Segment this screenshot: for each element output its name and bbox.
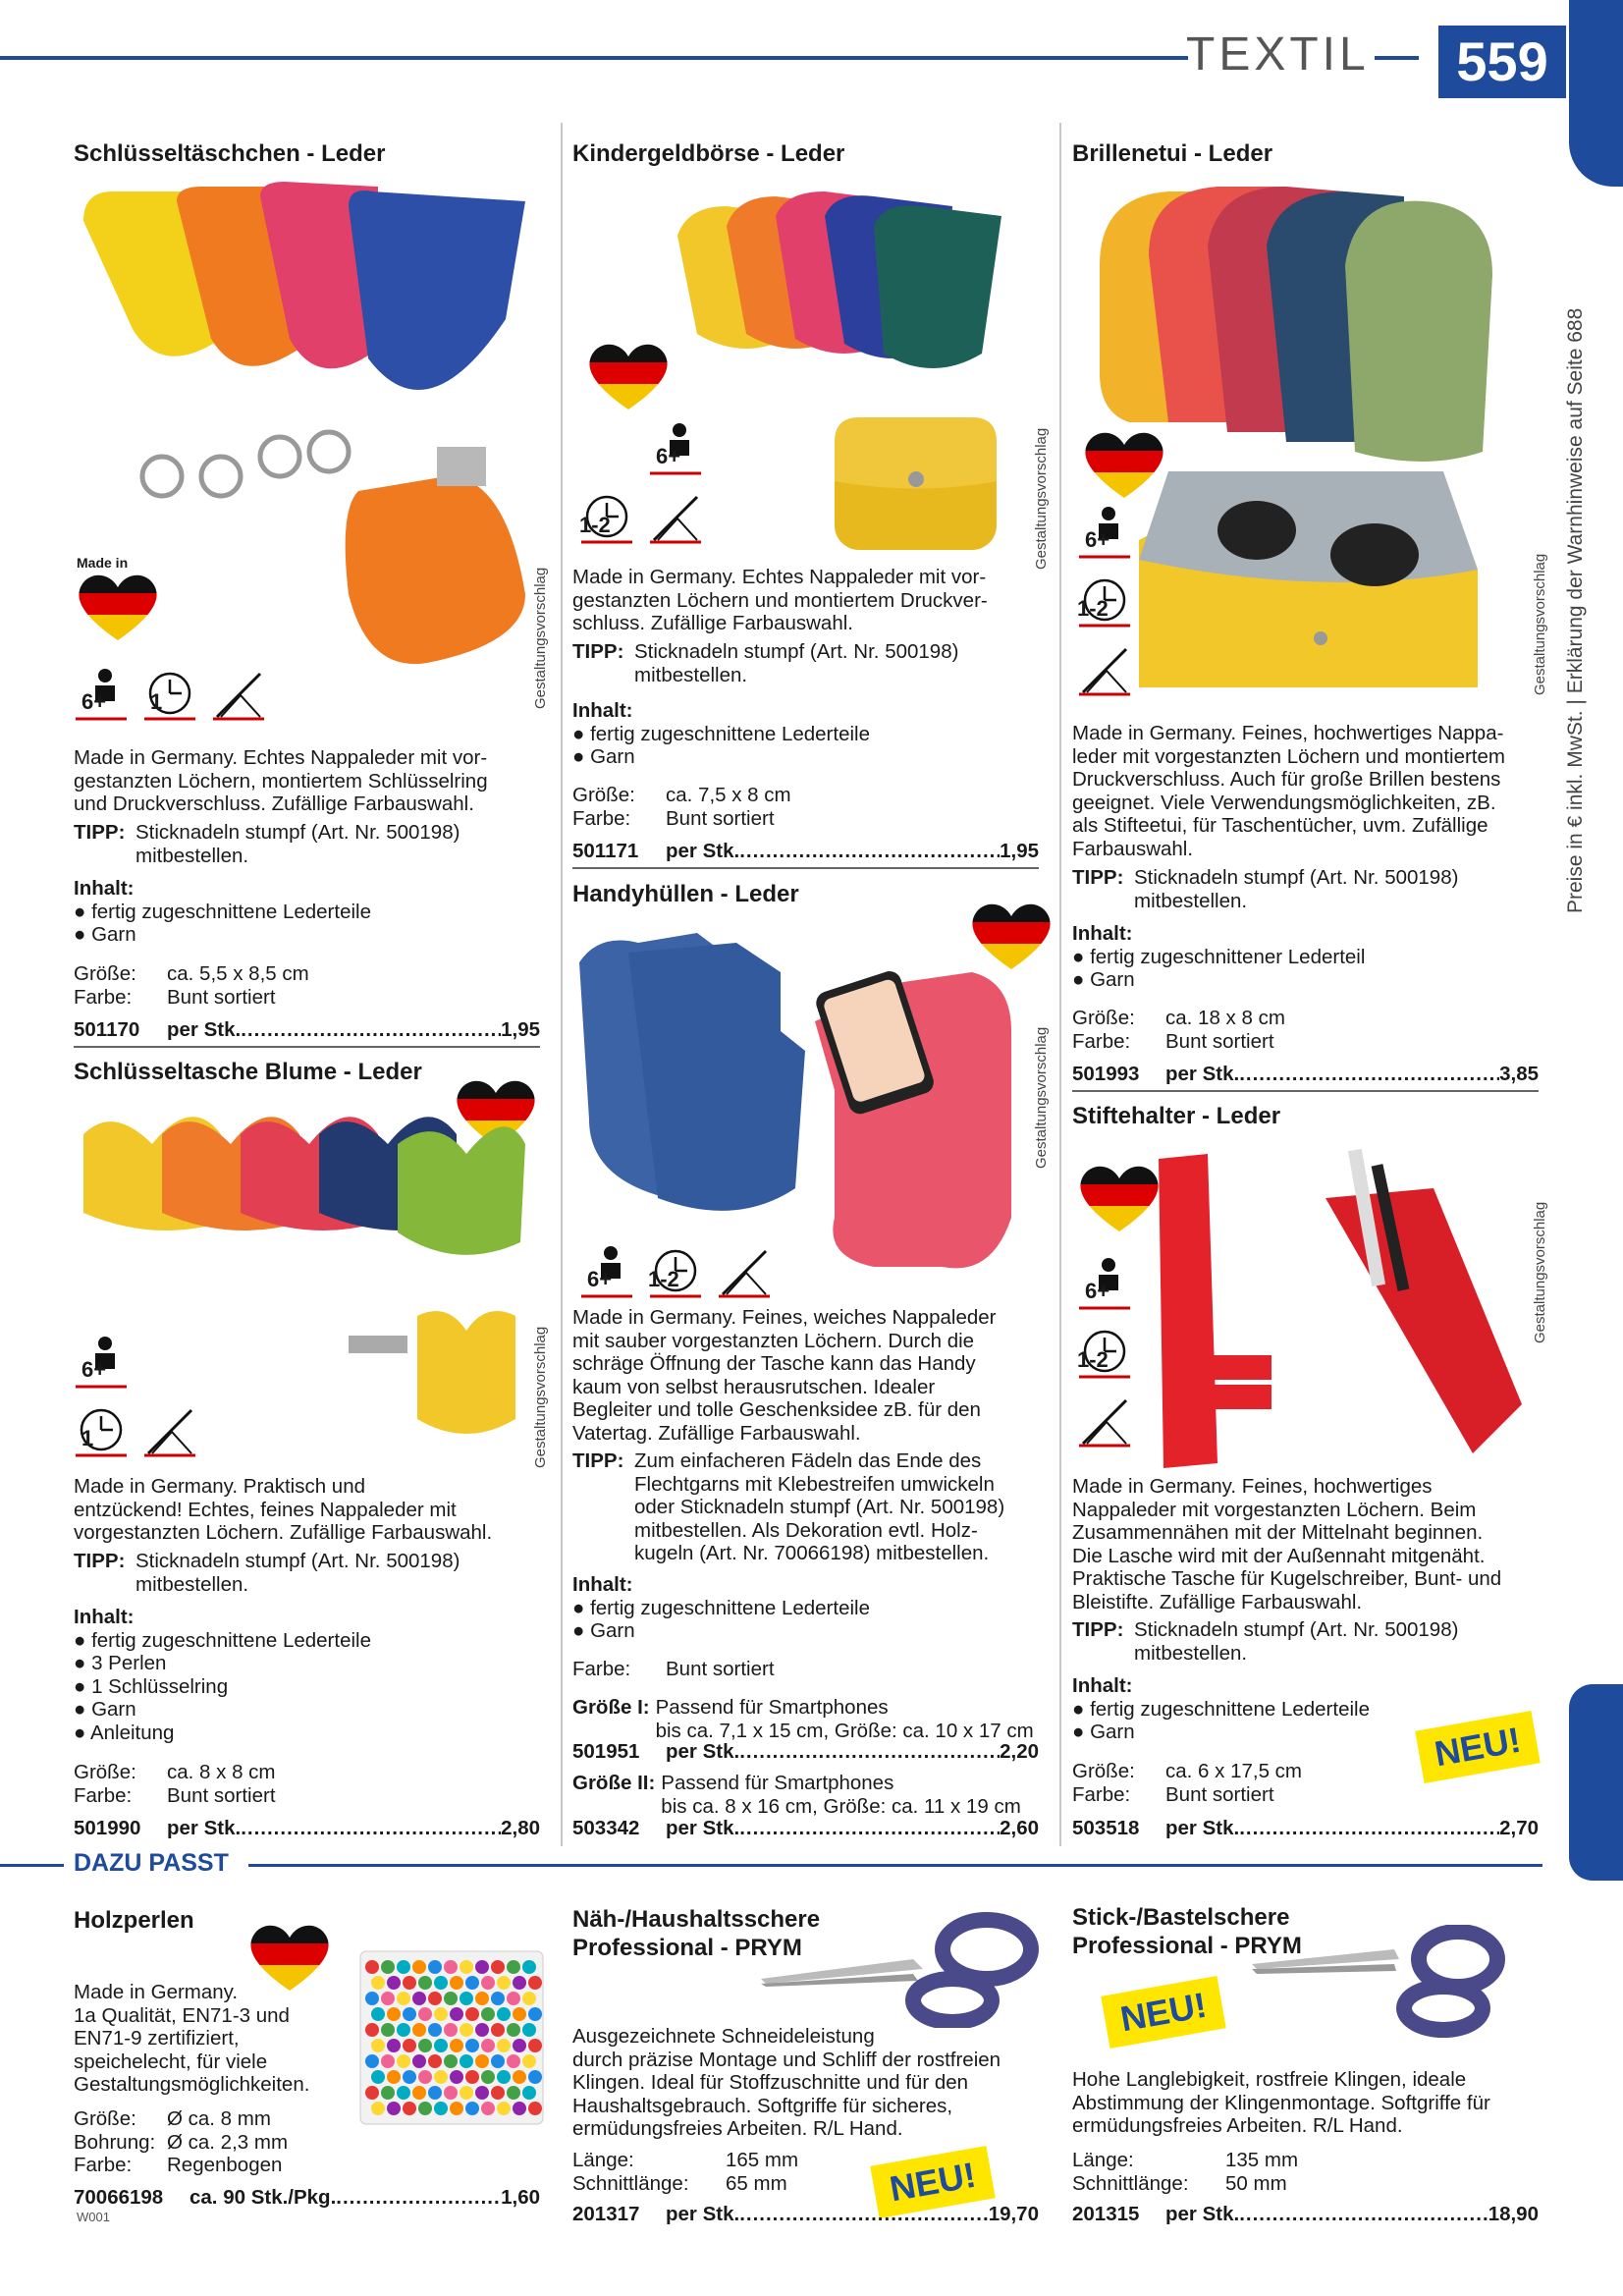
specs-block: Größe: Ø ca. 8 mm Bohrung: Ø ca. 2,3 mm Farbe: Regenbogen xyxy=(74,2107,289,2176)
product-description: Made in Germany. Praktisch und entzückend! Echtes, feines Nappaleder mit vorgestanzten Löchern. Zufällige Farbauswahl. xyxy=(74,1475,493,1544)
product-title: Stiftehalter - Leder xyxy=(1072,1103,1281,1129)
bead xyxy=(371,2039,385,2052)
bead xyxy=(412,2054,426,2068)
needle-icon xyxy=(1077,643,1132,698)
bead xyxy=(507,2023,520,2037)
product-image-holzperlen xyxy=(358,1949,545,2126)
specs-block: Größe: ca. 7,5 x 8 cm Farbe: Bunt sortiert xyxy=(572,784,791,830)
bead xyxy=(465,2102,479,2115)
bead xyxy=(403,2070,416,2084)
bead xyxy=(522,2086,536,2100)
price-row: 501171 per Stk. ..... 1,95 xyxy=(572,840,1039,863)
level-badge: 1-2 xyxy=(1077,1326,1132,1381)
product-title: Schlüsseltäschchen - Leder xyxy=(74,140,386,167)
bead xyxy=(450,2070,463,2084)
bead xyxy=(444,1960,458,1974)
level-badge: 1-2 xyxy=(579,491,634,546)
badge-column xyxy=(74,1336,129,1391)
bead xyxy=(428,1992,442,2005)
level-badge: 1-2 xyxy=(1077,574,1132,629)
bead xyxy=(387,2007,401,2021)
product-description: Made in Germany. Feines, weiches Nappaleder mit sauber vorgestanzten Löchern. Durch die schräge Öffnung der Tasche kann das Handy kaum von selbst herausrutschen. Idealer Begleiter und tolle Geschenksidee zB. für den Vatertag. Zufällige Farbauswahl. xyxy=(572,1306,997,1445)
column-divider xyxy=(1059,123,1061,1846)
specs-block: Farbe: Bunt sortiert xyxy=(572,1658,775,1680)
bead xyxy=(403,2102,416,2115)
bead xyxy=(412,2086,426,2100)
bead xyxy=(460,2054,473,2068)
bead xyxy=(371,2007,385,2021)
bead xyxy=(444,2054,458,2068)
bead xyxy=(528,2102,542,2115)
bead xyxy=(491,1992,505,2005)
product-image-stickschere xyxy=(1247,1925,1512,2043)
bead xyxy=(513,2102,526,2115)
specs-block: Größe: ca. 18 x 8 cm Farbe: Bunt sortiert xyxy=(1072,1007,1285,1053)
bead xyxy=(465,2007,479,2021)
bead xyxy=(465,2039,479,2052)
needle-icon xyxy=(717,1245,772,1300)
bead xyxy=(450,2039,463,2052)
bead xyxy=(418,2007,432,2021)
badge-column xyxy=(579,422,703,546)
specs-block: Größe: ca. 5,5 x 8,5 cm Farbe: Bunt sortiert xyxy=(74,962,309,1009)
bead xyxy=(365,1960,379,1974)
product-title: Handyhüllen - Leder xyxy=(572,881,799,907)
bead xyxy=(481,2070,495,2084)
specs-block: Größe: ca. 6 x 17,5 cm Farbe: Bunt sortiert xyxy=(1072,1760,1303,1806)
product-title: Holzperlen xyxy=(74,1907,194,1934)
bead xyxy=(460,2023,473,2037)
section-title: TEXTIL xyxy=(1186,28,1370,81)
product-title: Stick-/Bastelschere Professional - PRYM xyxy=(1072,1904,1302,1959)
bead xyxy=(450,2102,463,2115)
bead xyxy=(397,1992,410,2005)
bead xyxy=(434,2039,448,2052)
separator xyxy=(572,867,1039,869)
design-note: Gestaltungsvorschlag xyxy=(1033,1026,1050,1169)
age-badge: 6+ xyxy=(74,1336,129,1391)
product-image-kindergeldboerse xyxy=(668,187,1011,412)
bead xyxy=(381,1992,395,2005)
bead xyxy=(481,1976,495,1990)
bead xyxy=(465,1976,479,1990)
page-tab xyxy=(1569,0,1623,187)
product-title: Näh-/Haushaltsschere Professional - PRYM xyxy=(572,1906,821,1961)
bead xyxy=(465,2070,479,2084)
design-note: Gestaltungsvorschlag xyxy=(532,567,549,709)
bead xyxy=(387,2039,401,2052)
bead xyxy=(434,1976,448,1990)
bead xyxy=(491,2086,505,2100)
badge-row xyxy=(74,1404,197,1459)
made-in-label: Made in xyxy=(77,555,129,571)
bead xyxy=(403,2039,416,2052)
level-badge: 1-2 xyxy=(648,1245,703,1300)
neu-badge: NEU! xyxy=(1415,1711,1541,1783)
bead xyxy=(365,2054,379,2068)
catalog-code: W001 xyxy=(77,2210,110,2224)
bead xyxy=(497,2007,511,2021)
bead xyxy=(381,2086,395,2100)
bead xyxy=(481,2102,495,2115)
bead xyxy=(381,1960,395,1974)
neu-badge: NEU! xyxy=(1101,1976,1226,2049)
tipp-block: TIPP: Sticknadeln stumpf (Art. Nr. 500198) mitbestellen. xyxy=(1072,866,1459,912)
product-title: Brillenetui - Leder xyxy=(1072,140,1273,167)
badge-row xyxy=(579,1245,772,1300)
bead xyxy=(434,2070,448,2084)
bead xyxy=(418,2102,432,2115)
page-number: 559 xyxy=(1438,26,1566,98)
bead xyxy=(497,1976,511,1990)
needle-icon xyxy=(142,1404,197,1459)
price-row: 503518 per Stk. ..... 2,70 xyxy=(1072,1817,1539,1840)
separator xyxy=(74,1046,540,1048)
badge-column xyxy=(1077,506,1132,698)
bead xyxy=(475,2086,489,2100)
specs-block: Größe: ca. 8 x 8 cm Farbe: Bunt sortiert xyxy=(74,1761,276,1807)
design-note: Gestaltungsvorschlag xyxy=(1033,427,1050,570)
size-block: Größe I: Passend für Smartphones bis ca. 7,1 x 15 cm, Größe: ca. 10 x 17 cm xyxy=(572,1696,1034,1742)
bead xyxy=(513,2039,526,2052)
price-row: 201317 per Stk. ..... 19,70 xyxy=(572,2203,1039,2226)
bead xyxy=(528,1976,542,1990)
bead xyxy=(522,1992,536,2005)
bead xyxy=(418,1976,432,1990)
made-in-germany-heart-icon xyxy=(584,329,673,417)
bead xyxy=(475,1992,489,2005)
bead xyxy=(365,2086,379,2100)
bead xyxy=(475,2023,489,2037)
badge-row xyxy=(74,668,266,723)
bead xyxy=(387,2070,401,2084)
product-image-stiftehalter xyxy=(1139,1139,1532,1473)
side-tab xyxy=(1569,1684,1623,1881)
bead xyxy=(497,2070,511,2084)
bead xyxy=(403,1976,416,1990)
bead xyxy=(371,1976,385,1990)
bead xyxy=(513,2070,526,2084)
bead xyxy=(365,2023,379,2037)
inhalt-block: Inhalt: ● fertig zugeschnittene Lederteile ● Garn xyxy=(572,1573,870,1642)
bead xyxy=(371,2102,385,2115)
product-title: Kindergeldbörse - Leder xyxy=(572,140,845,167)
bead xyxy=(522,1960,536,1974)
level-badge: 1 xyxy=(142,668,197,723)
dazu-rule-right xyxy=(248,1864,1542,1867)
inhalt-block: Inhalt: ● fertig zugeschnittener Lederteil ● Garn xyxy=(1072,922,1366,991)
product-description: Made in Germany. Feines, hochwertiges Nappaleder mit vorgestanzten Löchern. Beim Zusammennähen mit der Mittelnaht beginnen. Die Lasche wird mit der Außennaht mitgenäht. Praktische Tasche für Kugelschreiber, Bunt- und Bleistifte. Zufällige Farbauswahl. xyxy=(1072,1475,1502,1613)
bead xyxy=(444,1992,458,2005)
bead xyxy=(507,2054,520,2068)
bead xyxy=(460,1992,473,2005)
column-divider xyxy=(561,123,563,1846)
bead xyxy=(475,1960,489,1974)
age-badge: 6+ xyxy=(579,1245,634,1300)
bead xyxy=(418,2070,432,2084)
bead xyxy=(497,2039,511,2052)
price-row: 501170 per Stk. ..... 1,95 xyxy=(74,1018,540,1042)
specs-block: Länge: 165 mm Schnittlänge: 65 mm xyxy=(572,2149,799,2195)
price-row: 503342 per Stk. ..... 2,60 xyxy=(572,1817,1039,1840)
bead xyxy=(403,2007,416,2021)
badge-column xyxy=(1077,1257,1132,1449)
product-image-geldboerse-yellow xyxy=(830,412,1001,555)
bead xyxy=(460,2086,473,2100)
made-in-germany-heart-icon xyxy=(74,560,162,648)
tipp-block: TIPP: Sticknadeln stumpf (Art. Nr. 500198) mitbestellen. xyxy=(74,821,460,867)
bead xyxy=(513,2007,526,2021)
bead xyxy=(450,1976,463,1990)
bead xyxy=(412,1960,426,1974)
price-row: 501990 per Stk. ..... 2,80 xyxy=(74,1817,540,1840)
bead xyxy=(428,2086,442,2100)
needle-icon xyxy=(1077,1394,1132,1449)
bead xyxy=(397,2086,410,2100)
product-image-naehschere xyxy=(756,1910,1041,2028)
product-description: Made in Germany. Feines, hochwertiges Nappa- leder mit vorgestanzten Löchern und montiertem Druckverschluss. Auch für große Brillen bestens geeignet. Viele Verwendungsmöglichkeiten, zB. als Stifteetui, für Taschentücher, uvm. Zufällige Farbauswahl. xyxy=(1072,722,1505,860)
specs-block: Länge: 135 mm Schnittlänge: 50 mm xyxy=(1072,2149,1299,2195)
bead xyxy=(507,2086,520,2100)
bead xyxy=(387,2102,401,2115)
made-in-germany-heart-icon xyxy=(1080,417,1168,506)
tipp-block: TIPP: Sticknadeln stumpf (Art. Nr. 500198) mitbestellen. xyxy=(1072,1618,1459,1665)
inhalt-block: Inhalt: ● fertig zugeschnittene Lederteile ● 3 Perlen ● 1 Schlüsselring ● Garn ● Anleitung xyxy=(74,1606,371,1744)
header-rule xyxy=(0,56,1188,60)
header-rule-right xyxy=(1375,56,1419,60)
inhalt-block: Inhalt: ● fertig zugeschnittene Lederteile ● Garn xyxy=(1072,1674,1370,1743)
bead xyxy=(397,2054,410,2068)
bead xyxy=(428,1960,442,1974)
bead xyxy=(444,2086,458,2100)
bead xyxy=(481,2039,495,2052)
bead xyxy=(528,2007,542,2021)
bead xyxy=(507,1992,520,2005)
tipp-block: TIPP: Sticknadeln stumpf (Art. Nr. 500198) mitbestellen. xyxy=(572,640,959,686)
product-description: Ausgezeichnete Schneideleistung durch präzise Montage und Schliff der rostfreien Klingen. Ideal für Stoffzuschnitte und für den Haushaltsgebrauch. Softgriffe für sicheres, ermüdungsfreies Arbeiten. R/L Hand. xyxy=(572,2025,1001,2140)
bead xyxy=(387,1976,401,1990)
needle-icon xyxy=(648,491,703,546)
bead xyxy=(365,1992,379,2005)
inhalt-block: Inhalt: ● fertig zugeschnittene Lederteile ● Garn xyxy=(74,877,371,946)
bead xyxy=(528,2070,542,2084)
bead xyxy=(497,2102,511,2115)
bead xyxy=(475,2054,489,2068)
dazu-rule-left xyxy=(0,1864,64,1867)
price-row: 201315 per Stk. ..... 18,90 xyxy=(1072,2203,1539,2226)
age-badge: 6+ xyxy=(74,668,129,723)
bead xyxy=(491,1960,505,1974)
design-note: Gestaltungsvorschlag xyxy=(532,1326,549,1468)
bead xyxy=(428,2023,442,2037)
bead xyxy=(397,1960,410,1974)
bead xyxy=(412,2023,426,2037)
age-badge: 6+ xyxy=(1077,506,1132,561)
level-badge: 1 xyxy=(74,1404,129,1459)
bead xyxy=(522,2023,536,2037)
price-row: 501951 per Stk. ..... 2,20 xyxy=(572,1740,1039,1764)
product-title: Schlüsseltasche Blume - Leder xyxy=(74,1059,422,1085)
bead xyxy=(381,2054,395,2068)
product-description: Made in Germany. Echtes Nappaleder mit vor- gestanzten Löchern und montiertem Druckver- schluss. Zufällige Farbauswahl. xyxy=(572,566,988,634)
bead xyxy=(428,2054,442,2068)
inhalt-block: Inhalt: ● fertig zugeschnittene Lederteile ● Garn xyxy=(572,699,870,768)
product-description: Made in Germany. Echtes Nappaleder mit vor- gestanzten Löchern, montiertem Schlüsselring und Druckverschluss. Zufällige Farbauswahl. xyxy=(74,746,488,815)
product-description: Made in Germany. 1a Qualität, EN71-3 und EN71-9 zertifiziert, speichelecht, für viele Gestaltungsmöglichkeiten. xyxy=(74,1981,310,2096)
age-badge: 6+ xyxy=(648,422,703,477)
bead xyxy=(381,2023,395,2037)
bead xyxy=(412,1992,426,2005)
bead xyxy=(528,2039,542,2052)
bead xyxy=(397,2023,410,2037)
bead xyxy=(481,2007,495,2021)
product-image-handyhuellen xyxy=(569,923,1031,1277)
bead xyxy=(434,2007,448,2021)
age-badge: 6+ xyxy=(1077,1257,1132,1312)
bead xyxy=(434,2102,448,2115)
bead xyxy=(491,2023,505,2037)
bead xyxy=(460,1960,473,1974)
bead xyxy=(491,2054,505,2068)
bead xyxy=(418,2039,432,2052)
bead xyxy=(507,1960,520,1974)
separator xyxy=(1072,1090,1539,1092)
needle-icon xyxy=(211,668,266,723)
bead xyxy=(522,2054,536,2068)
neu-badge: NEU! xyxy=(870,2146,996,2218)
design-note: Gestaltungsvorschlag xyxy=(1532,553,1548,695)
bead xyxy=(444,2023,458,2037)
size-block: Größe II: Passend für Smartphones bis ca. 8 x 16 cm, Größe: ca. 11 x 19 cm xyxy=(572,1772,1021,1818)
design-note: Gestaltungsvorschlag xyxy=(1532,1201,1548,1343)
tipp-block: TIPP: Zum einfacheren Fädeln das Ende des Flechtgarns mit Klebestreifen umwickeln oder Sticknadeln stumpf (Art. Nr. 500198) mitbestellen. Als Dekoration evtl. Holz- kugeln (Art. Nr. 70066198) mitbestellen. xyxy=(572,1449,1005,1564)
bead xyxy=(371,2070,385,2084)
price-row: 501993 per Stk. ..... 3,85 xyxy=(1072,1063,1539,1086)
bead xyxy=(513,1976,526,1990)
dazu-passt-heading: DAZU PASST xyxy=(74,1849,229,1877)
price-row: 70066198 ca. 90 Stk./Pkg. ..... 1,60 xyxy=(74,2186,540,2210)
price-note: Preise in € inkl. MwSt. | Erklärung der Warnhinweise auf Seite 688 xyxy=(1564,307,1587,913)
bead xyxy=(450,2007,463,2021)
tipp-block: TIPP: Sticknadeln stumpf (Art. Nr. 500198) mitbestellen. xyxy=(74,1550,460,1596)
product-description: Hohe Langlebigkeit, rostfreie Klingen, ideale Abstimmung der Klingenmontage. Softgriffe für ermüdungsfreies Arbeiten. R/L Hand. xyxy=(1072,2068,1490,2137)
